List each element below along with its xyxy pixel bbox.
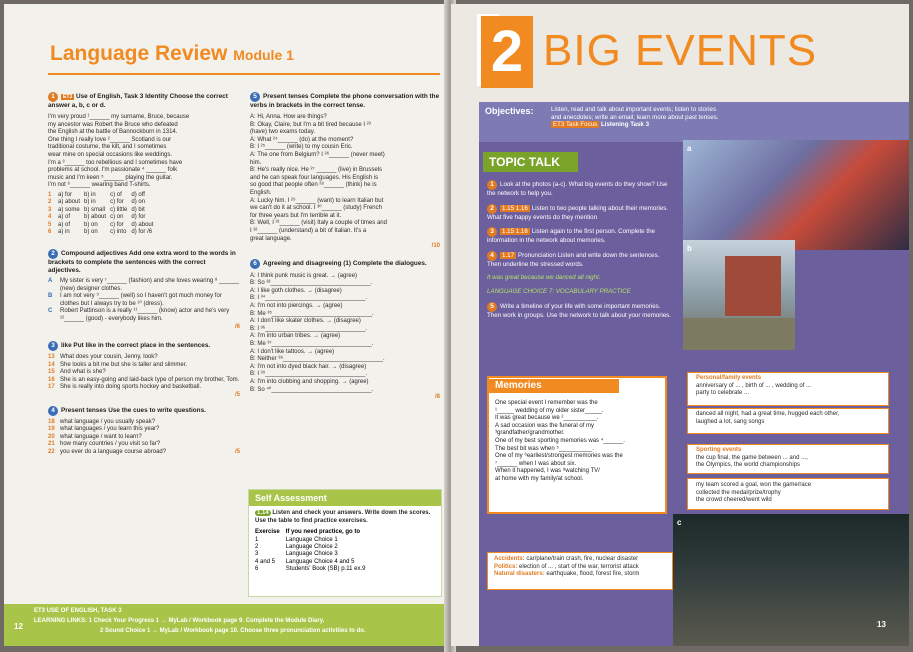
page-footer xyxy=(4,604,450,646)
audio-track-badge: 1.15 1.16 xyxy=(502,204,528,212)
item-text: She looks a bit me but she is taller and slimmer. xyxy=(60,361,188,368)
objectives-line: and anecdotes; write an email; learn more about past tenses. xyxy=(551,113,719,121)
dialogue-line: we can't do it at school. I ³⁰______ (study) French xyxy=(250,205,382,212)
header-cell: Exercise xyxy=(255,529,280,536)
network-line: my team scored a goal, won the game/race xyxy=(696,482,812,488)
table-cell: 6 xyxy=(255,566,259,573)
self-assessment-instruction xyxy=(249,506,441,529)
option-cell: a) of xyxy=(58,221,71,228)
item-number: 14 xyxy=(48,361,55,368)
photo-label: b xyxy=(687,244,692,253)
option-cell: a) in xyxy=(58,229,70,236)
item-text: She is an easy-going and laid-back type of person my brother, Tom. xyxy=(60,376,240,383)
vocab-category: Accidents: xyxy=(494,556,525,562)
dialogue-line: him. xyxy=(250,159,262,166)
memory-line: at home with my family/at school. xyxy=(495,475,584,482)
vocab-items: election of ... , start of the war, terrorist attack xyxy=(517,563,639,570)
audio-track-badge: 1.14 xyxy=(257,510,269,516)
text-line: traditional costume, the kilt, and I sometimes xyxy=(48,144,167,151)
dialogue-line: A: The one from Belgium? I ²⁶______ (never meet) xyxy=(250,151,385,158)
item-number: 1 xyxy=(48,191,52,198)
option-cell: b) in xyxy=(84,199,96,206)
option-cell: b) on xyxy=(84,229,98,236)
footer-line-1: ET3 USE OF ENGLISH, TASK 3 xyxy=(34,608,122,614)
sporting-actions-box xyxy=(687,478,889,510)
unit-title: BIG EVENTS xyxy=(543,26,818,75)
table-row xyxy=(255,566,371,573)
vocab-category: Politics: xyxy=(494,563,518,570)
table-cell: 3 xyxy=(255,551,259,558)
option-cell: c) on xyxy=(110,214,124,221)
list-item xyxy=(48,293,240,308)
dialogue-line: B: Okay, Claire, but I'm a bit tired because I ²³ xyxy=(250,121,371,128)
title-text: Language Review xyxy=(50,42,228,65)
instruction-text: Listen and check your answers. Write down the scores. Use the table to find practice exercises. xyxy=(255,510,431,524)
list-item xyxy=(48,354,240,362)
task2-heading xyxy=(48,249,240,275)
personal-events-box xyxy=(687,372,889,406)
topic-task xyxy=(487,251,671,269)
task6-score: /8 xyxy=(434,394,440,401)
task-focus-tag: ET3 Task Focus xyxy=(553,121,598,129)
text-line: I'm a ³______ too rebellious and I sometimes have xyxy=(48,159,183,166)
dialogue-line: B: Well, I ³¹______ (visit) Italy a couple of times and xyxy=(250,220,387,227)
option-cell: b) about xyxy=(84,214,107,221)
task4-heading xyxy=(48,406,240,416)
task-number: 6 xyxy=(250,259,260,269)
topic-task xyxy=(487,204,671,222)
network-line: the cup final, the game between ... and ..., xyxy=(696,454,808,461)
option-cell: b) in xyxy=(84,191,96,198)
dialogue-line: B: I ³⁹______________________________. xyxy=(250,371,368,378)
task-heading-text: Present tenses Complete the phone conversation with the verbs in brackets in the correct tense. xyxy=(250,93,440,109)
objectives-text xyxy=(551,106,831,129)
item-text: what language / you usually speak? xyxy=(60,418,156,425)
vocab-items: earthquake, flood, forest fire, storm xyxy=(544,571,640,578)
option-cell: c) into xyxy=(110,229,127,236)
memory-line: One special event I remember was the xyxy=(495,400,598,406)
option-row xyxy=(48,207,157,215)
vocabulary-list xyxy=(488,553,672,582)
item-text: She is really into doing sports hockey and basketball. xyxy=(60,384,202,391)
dialogue-line: B: So ⁴⁰______________________________. xyxy=(250,386,374,393)
option-cell: c) of xyxy=(110,191,122,198)
footer-line-3: 2 Sound Choice 1 → MyLab / Workbook page 10. Choose three pronunciation activities to do. xyxy=(100,628,366,634)
sporting-events-box xyxy=(687,444,889,474)
dialogue-line: A: Hi, Anna. How are things? xyxy=(250,114,327,120)
text-line: One thing I really love ²______ Scotland is our xyxy=(48,136,172,143)
option-row xyxy=(48,199,157,207)
audio-track-badge: 1.17 xyxy=(502,251,515,259)
table-header-row xyxy=(255,529,371,536)
task4-score: /5 xyxy=(234,448,240,455)
table-row xyxy=(255,559,371,566)
task-focus-text: Listening Task 3 xyxy=(600,121,650,129)
photo-label: c xyxy=(677,518,682,527)
item-number: C xyxy=(48,308,53,315)
photo-c-wedding xyxy=(673,514,909,646)
dialogue-line: English. xyxy=(250,189,272,196)
task6-dialogue xyxy=(250,273,440,395)
item-number: B xyxy=(48,293,53,300)
network-line: anniversary of ... , birth of ... , wedding of ... xyxy=(696,382,812,389)
photo-b-flood xyxy=(683,240,795,350)
table-cell: 1 xyxy=(255,536,259,543)
page-title xyxy=(50,42,294,66)
item-number: 21 xyxy=(48,441,55,448)
option-cell: a) about xyxy=(58,199,81,206)
dialogue-line: A: I'm into clubbing and shopping. → (agree) xyxy=(250,379,369,385)
sporting-actions-list xyxy=(688,479,888,508)
task-heading-text: Agreeing and disagreeing (1) Complete the dialogues. xyxy=(263,259,427,267)
task-text: It was great because we danced all night. xyxy=(487,274,601,282)
personal-actions-list xyxy=(688,409,888,428)
topic-task xyxy=(487,288,671,296)
task-text: Write a timeline of your life with some important memories. Then work in groups. Use the network to talk about your memories. xyxy=(487,302,671,319)
text-line: I'm not ⁶______ wearing band T-shirts. xyxy=(48,182,151,189)
task-text: LANGUAGE CHOICE 7: VOCABULARY PRACTICE xyxy=(487,287,631,295)
page-number: 12 xyxy=(14,622,23,631)
task6-heading xyxy=(250,259,440,269)
task-number: 3 xyxy=(48,341,58,351)
task-number: 5 xyxy=(250,92,260,102)
personal-events-list xyxy=(688,383,888,398)
dialogue-line: for three years but I'm terrible at it. xyxy=(250,212,342,219)
footer-line-2: LEARNING LINKS: 1 Check Your Progress 1 → MyLab / Workbook page 9. Complete the Module Diary. xyxy=(34,618,325,624)
item-number: 18 xyxy=(48,418,55,425)
item-text: how many countries / you visit so far? xyxy=(60,441,161,448)
list-item xyxy=(48,308,240,323)
item-number: 4 xyxy=(48,214,52,221)
memory-line: One of my best sporting memories was ⁴______. xyxy=(495,437,625,444)
text-line: music and I'm keen ⁵______ playing the guitar. xyxy=(48,174,173,181)
memory-line: It was great because we ²__________. xyxy=(495,415,599,422)
objectives-label: Objectives: xyxy=(485,106,534,116)
memory-line: ³grandfather/grandmother. xyxy=(495,430,565,437)
task3-heading xyxy=(48,341,240,351)
item-text: And what is she? xyxy=(60,369,106,376)
task5-heading xyxy=(250,92,440,110)
text-line: my ancestor was Robert the Bruce who defeated xyxy=(48,121,178,128)
item-number: 19 xyxy=(48,426,55,433)
task-text: Listen to two people talking about their memories. What five happy events do they mention xyxy=(487,204,669,221)
right-column xyxy=(250,92,440,402)
item-text: what languages / you learn this year? xyxy=(60,426,160,433)
option-cell: a) of xyxy=(58,214,71,221)
dialogue-line: A: Lucky him. I ²⁹______ (want) to learn Italian but xyxy=(250,197,384,204)
dialogue-line: (have) two exams today. xyxy=(250,129,315,136)
memory-line: A sad occasion was the funeral of my xyxy=(495,422,595,429)
dialogue-line: A: I think punk music is great. → (agree) xyxy=(250,272,358,279)
memories-text xyxy=(489,378,665,484)
task5-score: /10 xyxy=(431,243,440,250)
option-cell: a) for xyxy=(58,191,73,198)
text-line: the English at the battle of Bannockburn in 1314. xyxy=(48,129,178,136)
left-column xyxy=(48,92,240,456)
text-line: I'm very proud ¹______ my surname, Bruce, because xyxy=(48,114,190,120)
item-number: 3 xyxy=(48,206,52,213)
option-cell: a) some xyxy=(58,206,80,213)
table-cell: 4 and 5 xyxy=(255,558,276,565)
table-cell: Language Choice 3 xyxy=(285,551,338,558)
practice-table xyxy=(255,529,371,573)
vocab-category: Natural disasters: xyxy=(494,571,545,578)
header-cell: If you need practice, go to xyxy=(285,529,361,536)
personal-actions-box xyxy=(687,408,889,434)
task2-items xyxy=(48,278,240,324)
vocab-line xyxy=(494,564,666,572)
dialogue-line: I ³²______ (understand) a bit of Italian. It's a xyxy=(250,227,367,234)
task-number: 1 xyxy=(48,92,58,102)
dialogue-line: A: I'm not into piercings. → (agree) xyxy=(250,303,343,310)
option-cell: d) about xyxy=(131,221,154,228)
left-page xyxy=(4,4,450,646)
item-number: 5 xyxy=(48,221,52,228)
table-cell: Language Choice 2 xyxy=(285,544,338,550)
option-cell: d) off xyxy=(131,191,145,198)
vocab-line xyxy=(494,571,666,579)
network-line: laughed a lot, sang songs xyxy=(696,418,765,425)
personal-events-title: Personal/family events xyxy=(696,375,762,381)
topic-tasks xyxy=(487,180,671,376)
task-number: 4 xyxy=(487,251,497,261)
option-row xyxy=(48,192,157,200)
memory-line: The best bit was when ⁵__________. xyxy=(495,445,594,452)
objectives-line: Listen, read and talk about important events; listen to stories xyxy=(551,106,717,113)
network-line: collected the medal/prize/trophy xyxy=(696,489,781,496)
option-row xyxy=(48,214,157,222)
vocab-line xyxy=(494,556,666,564)
topic-talk-label: TOPIC TALK xyxy=(483,152,578,172)
title-divider xyxy=(48,73,440,75)
option-cell: d) bit xyxy=(131,206,145,213)
text-line: problems at school. I'm passionate ⁴ ______ folk xyxy=(48,167,178,174)
network-line: the Olympics, the world championships xyxy=(696,462,801,469)
page-number: 13 xyxy=(877,620,886,629)
module-number: 2 xyxy=(481,16,533,88)
task-number: 1 xyxy=(487,180,497,190)
dialogue-line: B: I ³⁴______________________________. xyxy=(250,295,368,302)
item-number: 13 xyxy=(48,354,55,361)
task5-dialogue xyxy=(250,114,440,243)
list-item xyxy=(48,426,240,434)
memories-title: Memories xyxy=(489,379,619,393)
dialogue-line: B: Me ³⁷______________________________. xyxy=(250,341,374,348)
dialogue-line: great language. xyxy=(250,235,292,242)
task1-heading xyxy=(48,92,240,110)
dialogue-line: B: Neither ³⁸______________________________. xyxy=(250,356,385,363)
item-number: 16 xyxy=(48,376,55,383)
dialogue-line: B: He's really nice. He ²⁷ ______ (live) in Brussels xyxy=(250,167,383,174)
option-cell: d) on xyxy=(131,199,146,206)
task-number: 5 xyxy=(487,302,497,312)
option-cell: c) for xyxy=(110,221,124,228)
item-text: what language / want to learn? xyxy=(60,433,142,440)
task-number: 2 xyxy=(48,249,58,259)
flood-water xyxy=(683,318,795,350)
text-line: wear mine on special occasions like weddings. xyxy=(48,151,173,158)
item-number: 6 xyxy=(48,229,52,236)
table-cell: Language Choice 4 and 5 xyxy=(285,558,355,565)
task3-items xyxy=(48,354,240,392)
topic-task xyxy=(487,180,671,198)
list-item xyxy=(48,377,240,385)
task-text: Pronunciation Listen and write down the sentences. Then underline the stressed words. xyxy=(487,251,660,268)
option-cell: b) on xyxy=(84,221,98,228)
dialogue-line: B: So ³³______________________________. xyxy=(250,280,373,287)
list-item xyxy=(48,369,240,377)
option-row xyxy=(48,222,157,230)
memory-line: One of my ⁶earliest/strongest memories was the xyxy=(495,453,623,460)
photo-label: a xyxy=(687,144,692,153)
list-item xyxy=(48,362,240,370)
dialogue-line: A: I'm not into dyed black hair. → (disagree) xyxy=(250,363,367,370)
table-cell: Language Choice 1 xyxy=(285,536,338,543)
dialogue-line: A: I don't like skater clothes. → (disagree) xyxy=(250,318,361,325)
topic-task xyxy=(487,302,671,320)
task-number: 2 xyxy=(487,204,497,214)
task-heading-text: Present tenses Use the cues to write questions. xyxy=(61,406,206,414)
dialogue-line: A: What ²⁴______ (do) at the moment? xyxy=(250,136,354,143)
dialogue-line: B: I ²⁵______ (write) to my cousin Eric. xyxy=(250,144,353,151)
item-text: Robert Pattinson is a really ¹¹______ (know) actor and he's very ¹²______ (good) - everybody likes him. xyxy=(60,308,230,322)
dialogue-line: so good that people often ²⁸______ (think) he is xyxy=(250,182,377,189)
house-shape xyxy=(725,256,781,316)
photo-a-celebration xyxy=(683,140,909,250)
topic-task xyxy=(487,227,671,245)
item-number: 20 xyxy=(48,433,55,440)
task-heading-text: like Put like in the correct place in the sentences. xyxy=(61,342,211,350)
task-heading-text: Compound adjectives Add one extra word to the words in brackets to complete the sentences with the correct adjectives. xyxy=(48,249,236,274)
table-row xyxy=(255,544,371,551)
topic-task xyxy=(487,274,671,282)
dialogue-line: and he can speak four languages. His English is xyxy=(250,174,379,181)
task1-body xyxy=(48,114,240,190)
network-line: danced all night, had a great time, hugged each other, xyxy=(696,411,840,417)
vocab-items: car/plane/train crash, fire, nuclear disaster xyxy=(524,556,639,562)
dialogue-line: A: I don't like tattoos. → (agree) xyxy=(250,348,335,355)
item-number: 17 xyxy=(48,384,55,391)
item-number: 2 xyxy=(48,199,52,206)
objectives-bar xyxy=(479,102,909,142)
memory-line: ⁷______ when I was about six. xyxy=(495,460,577,467)
et3-tag: ET3 xyxy=(63,94,73,100)
item-number: 22 xyxy=(48,449,55,456)
table-row xyxy=(255,537,371,544)
list-item xyxy=(48,434,240,442)
right-page xyxy=(451,4,909,646)
option-cell: d) for xyxy=(131,214,146,221)
item-number: 15 xyxy=(48,369,55,376)
list-item xyxy=(48,384,240,392)
option-cell: b) small xyxy=(84,206,106,213)
table-row xyxy=(255,551,371,558)
sporting-events-title: Sporting events xyxy=(696,447,742,453)
dialogue-line: B: I ³⁶______________________________. xyxy=(250,325,367,332)
item-text: What does your cousin, Jenny, look? xyxy=(60,354,158,361)
task-number: 4 xyxy=(48,406,58,416)
memory-line: When it happened, I was ⁸watching TV/ xyxy=(495,468,600,475)
list-item xyxy=(48,419,240,427)
dialogue-line: B: Me ³⁵______________________________. xyxy=(250,310,374,317)
item-number: A xyxy=(48,277,53,284)
table-cell: 2 xyxy=(255,544,259,550)
dialogue-line: A: I like goth clothes. → (disagree) xyxy=(250,287,342,294)
sporting-events-list xyxy=(688,455,888,470)
task-number: 3 xyxy=(487,227,497,237)
option-cell: d) for /6 xyxy=(131,229,153,236)
list-item xyxy=(48,278,240,293)
audio-track-badge: 1.15 1.16 xyxy=(502,228,528,236)
task-text: Listen again to the first person. Complete the information in the network about memories. xyxy=(487,228,655,245)
item-text: My sister is very ⁷______ (fashion) and she loves wearing ⁸ ______ (new) designer clothes. xyxy=(60,277,240,292)
dialogue-line: A: I'm into urban tribes. → (agree) xyxy=(250,333,341,340)
memory-line: ¹_____ wedding of my older sister_____. xyxy=(495,407,604,414)
option-cell: c) little xyxy=(110,206,128,213)
task2-score: /6 xyxy=(234,323,240,330)
memories-box xyxy=(487,376,667,514)
network-line: the crowd cheered/went wild xyxy=(696,497,772,504)
task1-options xyxy=(48,192,157,237)
self-assessment-box xyxy=(248,489,442,597)
task-text: Look at the photos (a-c). What big events do they show? Use the network to help you. xyxy=(487,181,668,197)
task3-score: /5 xyxy=(234,392,240,399)
item-text: you ever do a language course abroad? xyxy=(60,449,167,456)
module-label: Module 1 xyxy=(233,47,294,63)
item-text: I am not very ⁹______ (well) so I haven't got much money for clothes but I always try to be ¹⁰ (dress). xyxy=(60,293,222,307)
table-cell: Students' Book (SB) p.11 ex.9 xyxy=(285,566,366,573)
option-row xyxy=(48,229,157,237)
option-cell: c) for xyxy=(110,199,124,206)
network-line: party to celebrate ... xyxy=(696,390,750,397)
self-assessment-title: Self Assessment xyxy=(249,490,441,506)
vocabulary-box xyxy=(487,552,673,590)
task-heading-text: Use of English, Task 3 Identity Choose the correct answer a, b, c or d. xyxy=(48,93,228,109)
